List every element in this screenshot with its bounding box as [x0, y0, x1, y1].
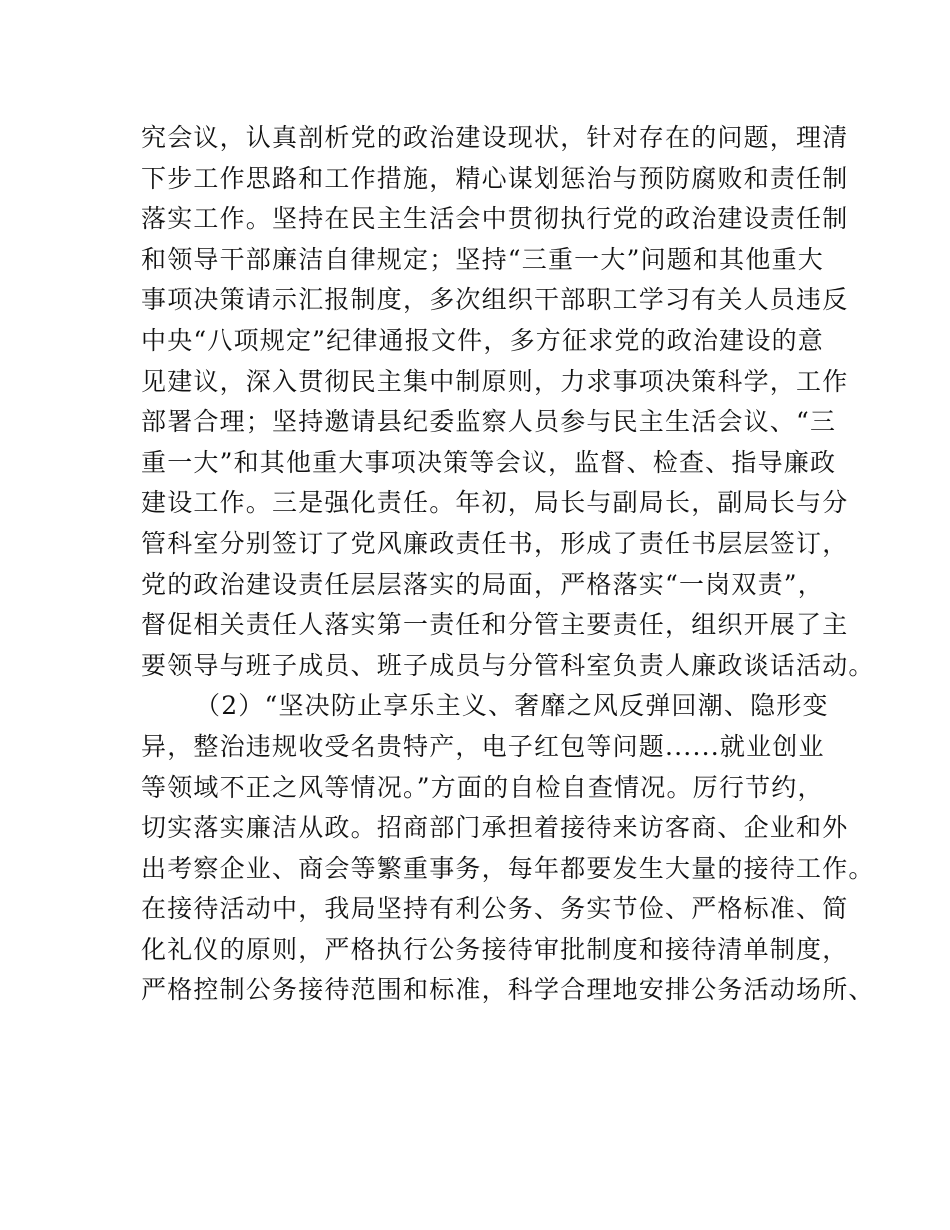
text-line: 见建议，深入贯彻民主集中制原则，力求事项决策科学，工作 [141, 366, 849, 396]
text-line: 切实落实廉洁从政。招商部门承担着接待来访客商、企业和外 [141, 813, 849, 843]
text-line: 究会议，认真剖析党的政治建设现状，针对存在的问题，理清 [141, 123, 849, 152]
text-line: 下步工作思路和工作措施，精心谋划惩治与预防腐败和责任制 [141, 163, 849, 193]
text-line: 在接待活动中，我局坚持有利公务、务实节俭、严格标准、简 [141, 894, 849, 924]
paragraph-start-line: （2）“坚决防止享乐主义、奢靡之风反弹回潮、隐形变 [195, 691, 829, 721]
text-line: 事项决策请示汇报制度，多次组织干部职工学习有关人员违反 [141, 285, 849, 315]
text-line: 党的政治建设责任层层落实的局面，严格落实“一岗双责”， [141, 569, 824, 599]
text-line: 管科室分别签订了党风廉政责任书，形成了责任书层层签订， [141, 528, 849, 558]
text-line: 中央“八项规定”纪律通报文件，多方征求党的政治建设的意 [141, 325, 824, 355]
text-line: 和领导干部廉洁自律规定；坚持“三重一大”问题和其他重大 [141, 244, 824, 274]
text-line: 等领域不正之风等情况。”方面的自检自查情况。厉行节约， [141, 772, 824, 802]
text-line: 建设工作。三是强化责任。年初，局长与副局长，副局长与分 [141, 488, 849, 518]
text-line: 部署合理；坚持邀请县纪委监察人员参与民主生活会议、“三 [141, 407, 837, 437]
text-line: 督促相关责任人落实第一责任和分管主要责任，组织开展了主 [141, 610, 849, 640]
text-line: 重一大”和其他重大事项决策等会议，监督、检查、指导廉政 [141, 447, 837, 477]
body-text [141, 118, 875, 1011]
text-line: 异，整治违规收受名贵特产，电子红包等问题......就业创业 [141, 731, 825, 761]
text-line: 要领导与班子成员、班子成员与分管科室负责人廉政谈话活动。 [141, 650, 875, 680]
text-line: 严格控制公务接待范围和标准，科学合理地安排公务活动场所、 [141, 975, 875, 1005]
text-line: 化礼仪的原则，严格执行公务接待审批制度和接待清单制度， [141, 934, 849, 964]
text-line: 出考察企业、商会等繁重事务，每年都要发生大量的接待工作。 [141, 853, 875, 883]
text-line: 落实工作。坚持在民主生活会中贯彻执行党的政治建设责任制 [141, 204, 849, 234]
